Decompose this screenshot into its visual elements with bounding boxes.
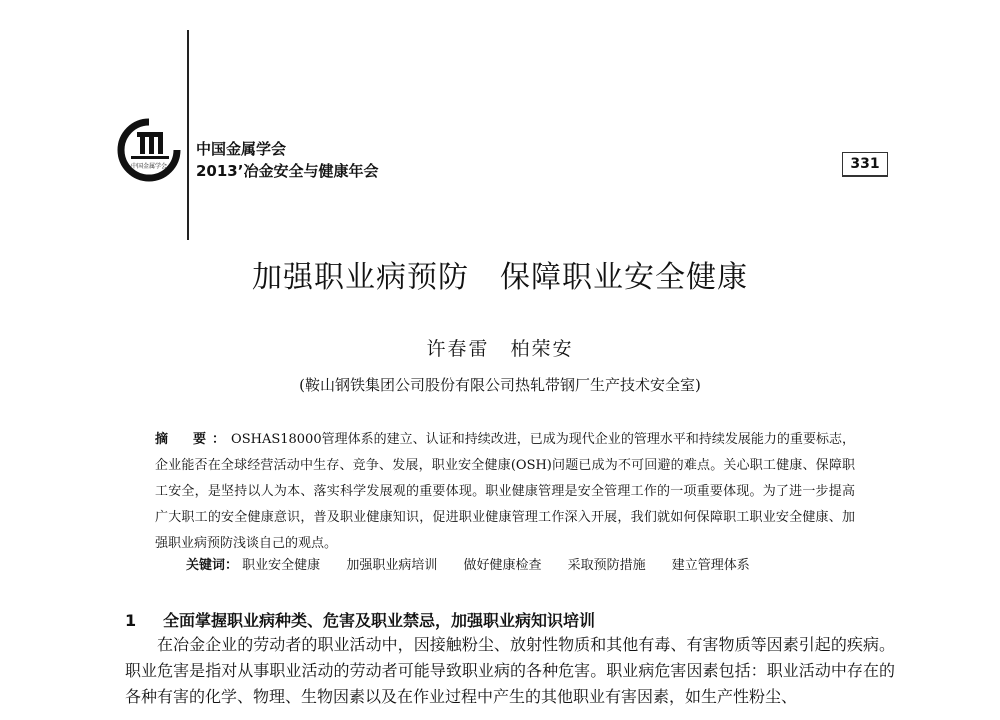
keyword-item: 建立管理体系 xyxy=(671,558,750,573)
keywords-row xyxy=(186,554,772,573)
section-number: 1 xyxy=(125,611,137,630)
header-divider-line xyxy=(187,30,189,240)
abstract xyxy=(155,427,855,557)
conference-header xyxy=(196,138,378,182)
abstract-text: OSHAS18000管理体系的建立、认证和持续改进，已成为现代企业的管理水平和持续发展能力的重要标志，企业能否在全球经营活动中生存、竞争、发展，职业安全健康(OSH)问题已成为不可回避的难点。关心职工健康、保障职工安全，是坚持以人为本、落实科学发展观的重要体现。职业健康管理是安全管理工作的一项重要体现。为了进一步提高广大职工的安全健康意识，普及职业健康知识，促进职业健康管理工作深入开展，我们就如何保障职工职业安全健康、加强职业病预防浅谈自己的观点。 xyxy=(155,432,855,551)
paper-authors: 许春雷 柏荣安 xyxy=(426,338,574,360)
body-paragraph: 在冶金企业的劳动者的职业活动中，因接触粉尘、放射性物质和其他有毒、有害物质等因素引起的疾病。职业危害是指对从事职业活动的劳动者可能导致职业病的各种危害。职业病危害因素包括：职业活动中存在的各种有害的化学、物理、生物因素以及在作业过程中产生的其他职业有害因素，如生产性粉尘、 xyxy=(125,635,895,706)
page-number-badge: 331 xyxy=(842,152,888,177)
keyword-item: 加强职业病培训 xyxy=(346,558,438,573)
svg-text:中国金属学会: 中国金属学会 xyxy=(130,163,168,170)
paper-title: 加强职业病预防 保障职业安全健康 xyxy=(252,260,748,295)
section-title: 全面掌握职业病种类、危害及职业禁忌，加强职业病知识培训 xyxy=(163,611,596,630)
abstract-label: 摘 要： xyxy=(155,432,232,447)
org-name: 中国金属学会 xyxy=(196,140,287,158)
keyword-item: 做好健康检查 xyxy=(463,558,542,573)
keyword-item: 采取预防措施 xyxy=(567,558,646,573)
author-affiliation: (鞍山钢铁集团公司股份有限公司热轧带钢厂生产技术安全室) xyxy=(299,376,701,394)
section-heading xyxy=(125,608,595,631)
keyword-item: 职业安全健康 xyxy=(242,558,321,573)
society-logo-icon xyxy=(117,118,181,182)
conference-name: 2013’冶金安全与健康年会 xyxy=(196,162,379,180)
keywords-label: 关键词： xyxy=(186,558,239,573)
